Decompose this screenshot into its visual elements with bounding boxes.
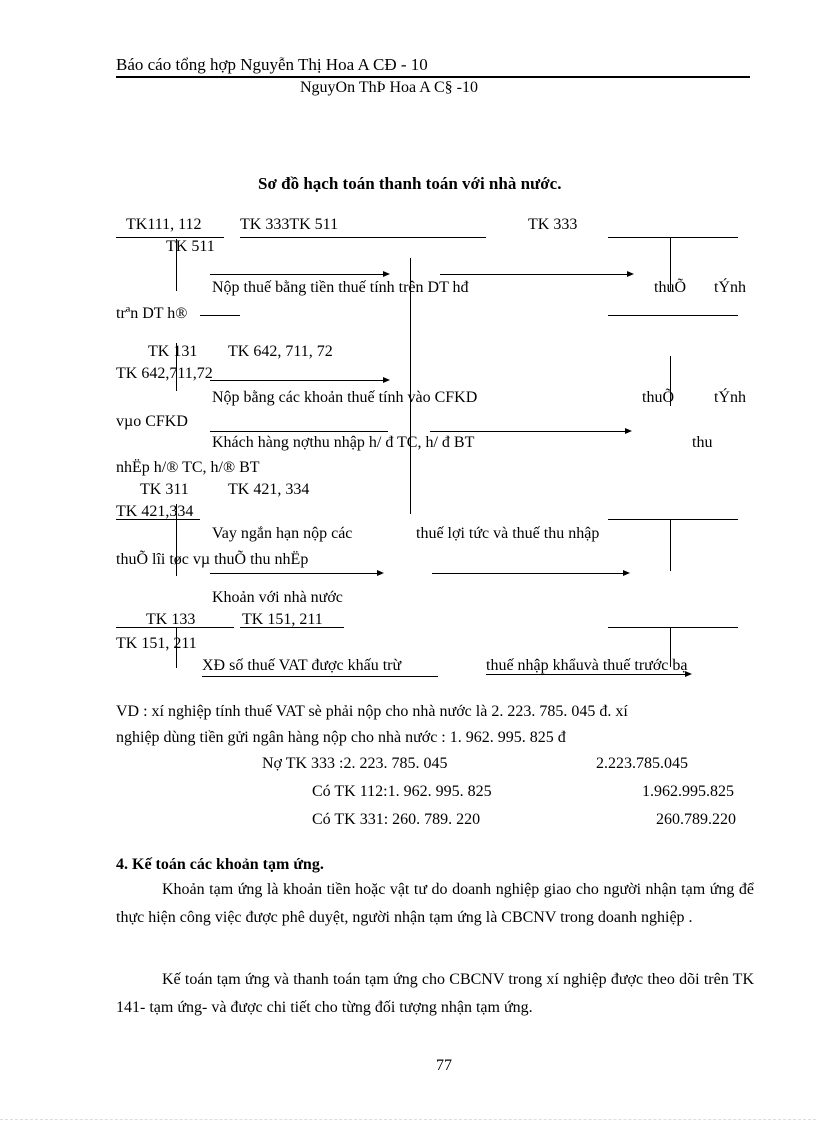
t-account-line xyxy=(210,431,388,432)
paragraph: Khoản tạm ứng là khoản tiền hoặc vật tư do doanh nghiệp giao cho người nhận tạm ứng để thực hiện công việc được phê duyệt, người nhận tạm ứng là CBCNV trong doanh nghiệp . xyxy=(116,881,754,926)
t-account-line xyxy=(670,519,671,571)
entry-label: XĐ số thuế VAT được khấu trừ xyxy=(202,657,402,674)
t-account-line xyxy=(240,237,348,238)
account-label: TK 133 xyxy=(146,611,196,628)
entry-label: thuế lợi tức và thuế thu nhập xyxy=(416,525,600,542)
journal-entry-left: Có TK 331: 260. 789. 220 xyxy=(312,811,481,828)
entry-label: nhËp h/® TC, h/® BT xyxy=(116,459,260,476)
account-label: TK111, 112 xyxy=(126,216,202,233)
entry-label: Vay ngắn hạn nộp các xyxy=(212,525,353,542)
entry-label: thuÕ xyxy=(654,279,686,296)
t-account-line xyxy=(348,237,486,238)
arrow xyxy=(486,674,690,675)
entry-label: thuÕ lîi tøc vµ thuÕ thu nhËp xyxy=(116,551,309,568)
entry-label: tÝnh xyxy=(714,279,746,296)
arrow xyxy=(210,380,388,381)
entry-label: Khách hàng nợthu nhập h/ đ TC, h/ đ BT xyxy=(212,434,475,451)
section-heading: 4. Kế toán các khoản tạm ứng. xyxy=(116,856,324,873)
account-label: TK 333 xyxy=(528,216,578,233)
account-label: TK 131 xyxy=(148,343,198,360)
journal-entry-right: 2.223.785.045 xyxy=(596,755,688,772)
t-account-line xyxy=(608,627,738,628)
arrow xyxy=(210,573,382,574)
header-title: Báo cáo tổng hợp Nguyễn Thị Hoa A CĐ - 10 xyxy=(116,55,428,74)
example-line: nghiệp dùng tiền gửi ngân hàng nộp cho nhà nước : 1. 962. 995. 825 đ xyxy=(116,729,566,746)
entry-label: trªn DT h® xyxy=(116,305,188,322)
account-label: TK 151, 211 xyxy=(116,635,197,652)
entry-label: tÝnh xyxy=(714,389,746,406)
entry-label: thuế nhập khẩuvà thuế trước bạ xyxy=(486,657,688,674)
header-subtitle: NguyOn ThÞ Hoa A C§ -10 xyxy=(300,79,478,96)
account-label: TK 311 xyxy=(140,481,189,498)
t-account-line xyxy=(116,519,200,520)
t-account-line xyxy=(240,627,344,628)
t-account-line xyxy=(410,258,411,514)
arrow xyxy=(430,431,630,432)
t-account-line xyxy=(608,315,738,316)
page-number: 77 xyxy=(436,1057,452,1074)
arrow xyxy=(440,274,632,275)
t-account-line xyxy=(202,676,438,677)
t-account-line xyxy=(116,627,234,628)
t-account-line xyxy=(608,519,738,520)
t-account-line xyxy=(200,315,240,316)
account-label: TK 642, 711, 72 xyxy=(228,343,333,360)
account-label: TK 642,711,72 xyxy=(116,365,213,382)
entry-label: thu xyxy=(692,434,713,451)
t-account-line xyxy=(608,237,738,238)
entry-label: vµo CFKD xyxy=(116,413,188,430)
account-label: TK 333TK 511 xyxy=(240,216,339,233)
journal-entry-left: Có TK 112:1. 962. 995. 825 xyxy=(312,783,492,800)
entry-label: thuÕ xyxy=(642,389,674,406)
journal-entry-right: 1.962.995.825 xyxy=(642,783,734,800)
entry-label: Khoản với nhà nước xyxy=(212,589,343,606)
diagram-title: Sơ đồ hạch toán thanh toán với nhà nước. xyxy=(258,174,562,193)
header-rule xyxy=(116,76,750,78)
account-label: TK 421, 334 xyxy=(228,481,310,498)
entry-label: Nộp thuế bằng tiền thuế tính trên DT hđ xyxy=(212,279,469,296)
account-label: TK 151, 211 xyxy=(242,611,323,628)
journal-entry-right: 260.789.220 xyxy=(656,811,736,828)
page-border xyxy=(0,1119,816,1120)
account-label: TK 421,334 xyxy=(116,503,194,520)
arrow xyxy=(210,274,388,275)
entry-label: Nộp bằng các khoản thuế tính vào CFKD xyxy=(212,389,478,406)
example-line: VD : xí nghiệp tính thuế VAT sè phải nộp cho nhà nước là 2. 223. 785. 045 đ. xí xyxy=(116,703,628,720)
paragraph: Kế toán tạm ứng và thanh toán tạm ứng cho CBCNV trong xí nghiệp được theo dõi trên TK 141- tạm ứng- và được chi tiết cho từng đối tượng nhận tạm ứng. xyxy=(116,971,754,1016)
journal-entry-left: Nợ TK 333 :2. 223. 785. 045 xyxy=(262,755,448,772)
account-label: TK 511 xyxy=(166,238,215,255)
arrow xyxy=(432,573,628,574)
t-account-line xyxy=(176,239,177,291)
